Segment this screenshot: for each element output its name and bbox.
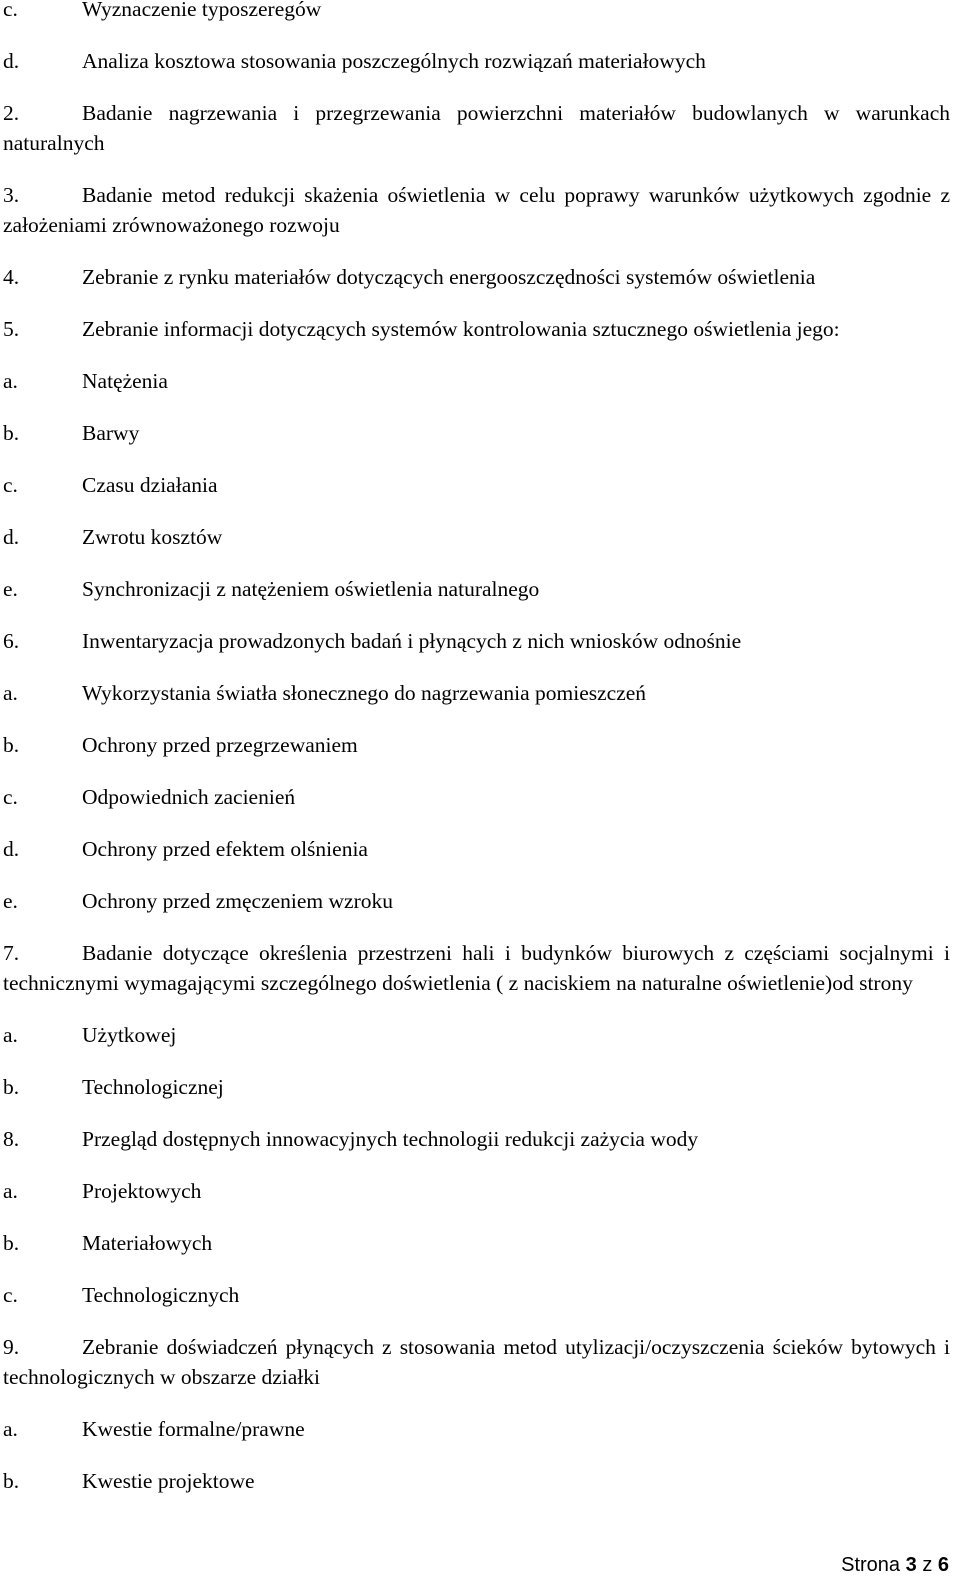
list-item: [3, 1176, 950, 1206]
list-item: [3, 834, 950, 864]
list-text: Badanie dotyczące określenia przestrzeni hali i budynków biurowych z częściami socjalnymi i technicznymi wymagającymi szczególnego doświetlenia ( z naciskiem na naturalne oświetlenie)od strony: [3, 941, 950, 995]
list-text: Projektowych: [82, 1179, 202, 1203]
list-text: Ochrony przed efektem olśnienia: [82, 837, 368, 861]
list-text: Synchronizacji z natężeniem oświetlenia naturalnego: [82, 577, 540, 601]
list-item: [3, 1414, 950, 1444]
list-item: [3, 470, 950, 500]
list-marker: 7.: [3, 941, 20, 965]
list-text: Przegląd dostępnych innowacyjnych technologii redukcji zażycia wody: [82, 1127, 699, 1151]
list-text: Zwrotu kosztów: [82, 525, 223, 549]
list-marker: b.: [3, 1075, 20, 1099]
list-text: Natężenia: [82, 369, 168, 393]
list-item: [3, 1332, 950, 1392]
list-item: [3, 522, 950, 552]
list-item: [3, 938, 950, 998]
list-marker: d.: [3, 837, 20, 861]
list-item: [3, 314, 950, 344]
list-marker: c.: [3, 0, 18, 21]
list-text: Materiałowych: [82, 1231, 213, 1255]
list-marker: c.: [3, 473, 18, 497]
list-text: Kwestie formalne/prawne: [82, 1417, 305, 1441]
list-marker: 5.: [3, 317, 20, 341]
list-marker: a.: [3, 1417, 18, 1441]
list-marker: 9.: [3, 1335, 20, 1359]
list-marker: b.: [3, 1231, 20, 1255]
list-item: [3, 574, 950, 604]
list-marker: e.: [3, 889, 18, 913]
list-item: [3, 46, 950, 76]
list-marker: b.: [3, 733, 20, 757]
list-item: [3, 1466, 950, 1496]
list-marker: 8.: [3, 1127, 20, 1151]
list-text: Badanie metod redukcji skażenia oświetlenia w celu poprawy warunków użytkowych zgodnie z założeniami zrównoważonego rozwoju: [3, 183, 950, 237]
list-text: Technologicznej: [82, 1075, 224, 1099]
list-item: [3, 180, 950, 240]
total-page-number: 6: [937, 1554, 949, 1576]
list-text: Ochrony przed przegrzewaniem: [82, 733, 358, 757]
document-body: [3, 0, 950, 1496]
list-marker: 3.: [3, 183, 20, 207]
list-text: Użytkowej: [82, 1023, 177, 1047]
current-page-number: 3: [905, 1554, 917, 1576]
list-item: [3, 1280, 950, 1310]
list-marker: b.: [3, 1469, 20, 1493]
list-marker: a.: [3, 1023, 18, 1047]
list-item: [3, 1124, 950, 1154]
list-text: Wyznaczenie typoszeregów: [82, 0, 322, 21]
list-item: [3, 262, 950, 292]
list-item: [3, 678, 950, 708]
list-text: Czasu działania: [82, 473, 218, 497]
page-label: Strona: [841, 1554, 901, 1576]
list-text: Wykorzystania światła słonecznego do nagrzewania pomieszczeń: [82, 681, 647, 705]
list-text: Zebranie doświadczeń płynących z stosowania metod utylizacji/oczyszczenia ścieków bytowych i technologicznych w obszarze działki: [3, 1335, 950, 1389]
list-item: [3, 730, 950, 760]
list-item: [3, 418, 950, 448]
list-text: Odpowiednich zacienień: [82, 785, 296, 809]
list-text: Analiza kosztowa stosowania poszczególnych rozwiązań materiałowych: [82, 49, 706, 73]
list-marker: d.: [3, 525, 20, 549]
list-text: Zebranie informacji dotyczących systemów kontrolowania sztucznego oświetlenia jego:: [82, 317, 840, 341]
list-marker: 2.: [3, 101, 20, 125]
list-marker: d.: [3, 49, 20, 73]
list-text: Inwentaryzacja prowadzonych badań i płynących z nich wniosków odnośnie: [82, 629, 742, 653]
list-text: Kwestie projektowe: [82, 1469, 255, 1493]
page-number-footer: [841, 1553, 949, 1577]
list-item: [3, 366, 950, 396]
list-item: [3, 1072, 950, 1102]
list-marker: e.: [3, 577, 18, 601]
list-marker: a.: [3, 1179, 18, 1203]
list-text: Badanie nagrzewania i przegrzewania powierzchni materiałów budowlanych w warunkach naturalnych: [3, 101, 950, 155]
list-marker: c.: [3, 1283, 18, 1307]
page-separator: z: [922, 1554, 933, 1576]
list-item: [3, 98, 950, 158]
list-text: Technologicznych: [82, 1283, 240, 1307]
list-marker: a.: [3, 681, 18, 705]
list-item: [3, 1228, 950, 1258]
list-item: [3, 0, 950, 24]
list-item: [3, 886, 950, 916]
list-text: Zebranie z rynku materiałów dotyczących energooszczędności systemów oświetlenia: [82, 265, 816, 289]
list-marker: b.: [3, 421, 20, 445]
list-marker: a.: [3, 369, 18, 393]
list-item: [3, 1020, 950, 1050]
list-item: [3, 626, 950, 656]
list-text: Ochrony przed zmęczeniem wzroku: [82, 889, 394, 913]
list-marker: 4.: [3, 265, 20, 289]
list-text: Barwy: [82, 421, 140, 445]
list-marker: 6.: [3, 629, 20, 653]
list-item: [3, 782, 950, 812]
list-marker: c.: [3, 785, 18, 809]
